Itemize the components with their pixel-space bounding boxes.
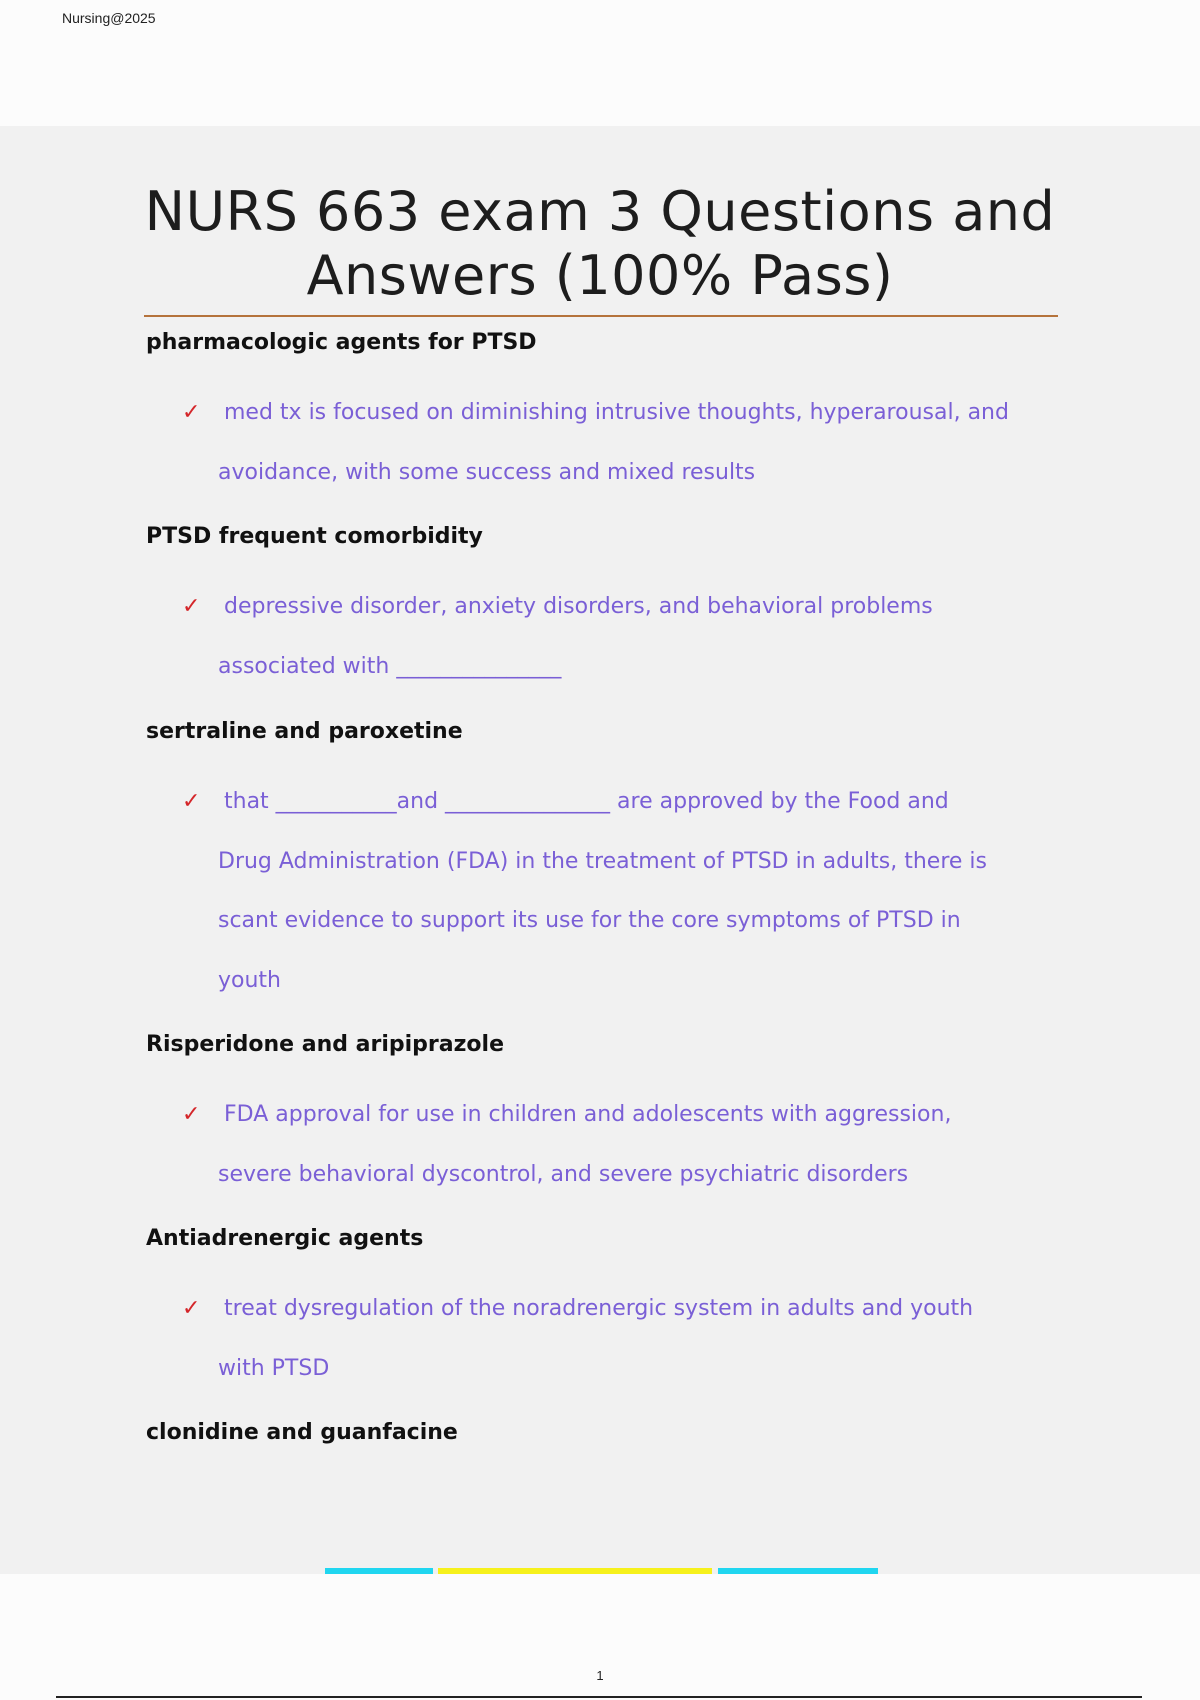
answer-line: that ___________and _______________ are approved by the Food and: [224, 789, 949, 814]
answer-line: avoidance, with some success and mixed results: [218, 459, 756, 485]
page-number: 1: [596, 1668, 604, 1683]
footer-highlight-strip-1: [325, 1568, 433, 1574]
footer-divider: [56, 1696, 1142, 1698]
answer-line: severe behavioral dyscontrol, and severe psychiatric disorders: [218, 1161, 909, 1187]
question-heading: PTSD frequent comorbidity: [146, 524, 483, 549]
answer-line: treat dysregulation of the noradrenergic system in adults and youth: [224, 1296, 974, 1321]
title-line-2: Answers (100% Pass): [306, 244, 894, 307]
question-heading: pharmacologic agents for PTSD: [146, 330, 537, 355]
answer-line: associated with _______________: [218, 653, 562, 679]
checkmark-icon: ✓: [182, 789, 201, 814]
answer-line: depressive disorder, anxiety disorders, and behavioral problems: [224, 594, 933, 619]
checkmark-icon: ✓: [182, 400, 201, 425]
answer-line: with PTSD: [218, 1355, 330, 1381]
answer-line: scant evidence to support its use for the core symptoms of PTSD in: [218, 908, 961, 933]
title-divider: [144, 315, 1058, 317]
question-heading: Antiadrenergic agents: [146, 1226, 424, 1251]
footer-highlight-strip-2: [438, 1568, 712, 1574]
question-heading: Risperidone and aripiprazole: [146, 1032, 505, 1057]
question-heading: sertraline and paroxetine: [146, 719, 463, 744]
answer-line: youth: [218, 967, 281, 993]
checkmark-icon: ✓: [182, 594, 201, 619]
document-title: [144, 180, 1056, 308]
answer-line: Drug Administration (FDA) in the treatment of PTSD in adults, there is: [218, 848, 987, 874]
answer-line: med tx is focused on diminishing intrusive thoughts, hyperarousal, and: [224, 400, 1009, 425]
question-heading: clonidine and guanfacine: [146, 1420, 458, 1445]
footer-highlight-strip-3: [718, 1568, 878, 1574]
answer-line: FDA approval for use in children and adolescents with aggression,: [224, 1102, 952, 1127]
header-label: Nursing@2025: [62, 10, 156, 26]
checkmark-icon: ✓: [182, 1296, 201, 1321]
title-line-1: NURS 663 exam 3 Questions and: [144, 180, 1056, 243]
checkmark-icon: ✓: [182, 1102, 201, 1127]
